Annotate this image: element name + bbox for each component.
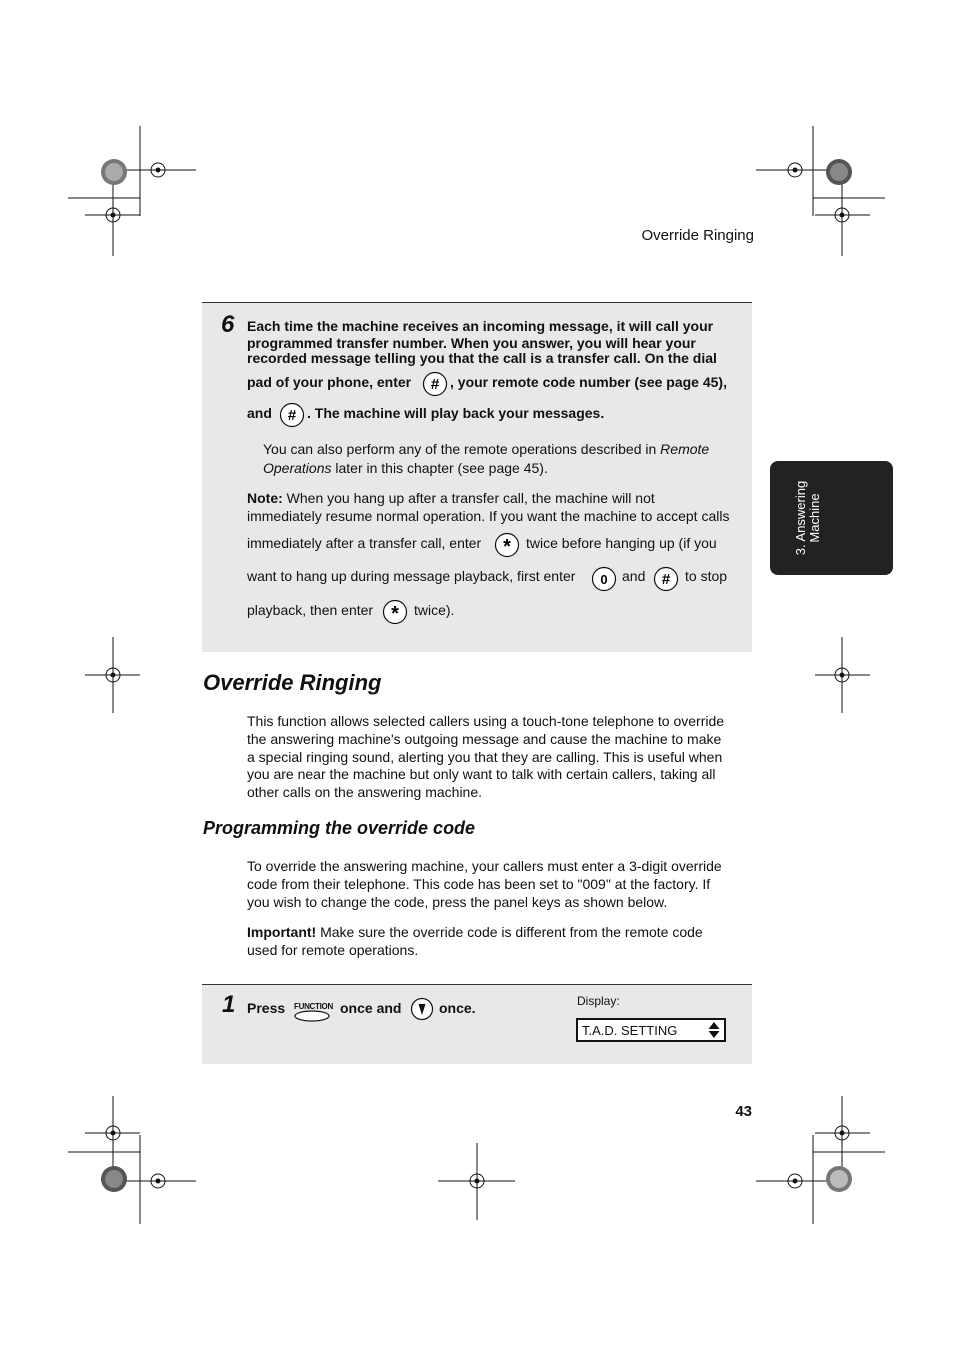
svg-text:#: # — [661, 571, 671, 588]
step-1-instruction: Press FUNCTION once and once. — [247, 996, 567, 1026]
transfer-note-line3: immediately after a transfer call, enter * twice before hanging up (if you — [247, 531, 747, 557]
hash-key-icon — [422, 371, 448, 397]
function-key-icon: FUNCTION — [293, 996, 331, 1024]
svg-text:*: * — [391, 603, 399, 625]
chapter-tab-label: 3. Answering Machine — [793, 480, 822, 556]
section-body: This function allows selected callers using a touch-tone telephone to override the answering machine's outgoing message and cause the machine to make a special ringing sound, alerting you that they are calling. This is useful when you are near the machine but only want to talk with certain callers, taking all other calls on the answering machine. — [247, 713, 725, 801]
transfer-note-line5: playback, then enter * twice). — [247, 598, 747, 624]
important-note: Important! Make sure the override code is different from the remote code used for remote operations. — [247, 924, 703, 958]
display-value: T.A.D. SETTING — [582, 1023, 678, 1038]
step-number: 1 — [222, 991, 236, 1018]
up-down-arrows-icon — [707, 1021, 721, 1039]
page-number: 43 — [735, 1103, 752, 1120]
chapter-tab — [770, 461, 893, 575]
svg-text:*: * — [503, 536, 511, 558]
running-header: Override Ringing — [641, 227, 754, 244]
step-number: 6 — [221, 311, 235, 338]
star-key-icon — [382, 599, 408, 625]
transfer-note-line4: want to hang up during message playback, first enter 0 and # to stop — [247, 565, 747, 591]
step-6-instruction: Each time the machine receives an incoming message, it will call your programmed transfer number. When you answer, you will hear your recorded message telling you that the call is a transfer call. On the dial — [247, 318, 717, 366]
step-6-instruction-line5: and # . The machine will play back your messages. — [247, 401, 747, 427]
step-6-instruction-line4: pad of your phone, enter # , your remote code number (see page 45), — [247, 371, 747, 397]
remote-operations-note: You can also perform any of the remote operations described in Remote Operations later in this chapter (see page 45). — [263, 441, 710, 476]
transfer-note: Note: When you hang up after a transfer call, the machine will not immediately resume normal operation. If you want the machine to accept calls — [247, 490, 730, 524]
svg-text:#: # — [287, 407, 297, 424]
subsection-body: To override the answering machine, your callers must enter a 3-digit override code from their telephone. This code has been set to "009" at the factory. If you wish to change the code, press the panel keys as shown below. — [247, 858, 722, 910]
down-arrow-key-icon — [410, 997, 434, 1026]
lcd-display — [576, 1018, 726, 1042]
display-label: Display: — [577, 994, 620, 1008]
zero-key-icon — [591, 566, 617, 592]
svg-text:0: 0 — [600, 572, 608, 587]
hash-key-icon — [279, 402, 305, 428]
hash-key-icon — [653, 566, 679, 592]
svg-text:#: # — [430, 376, 440, 393]
section-title: Override Ringing — [203, 670, 382, 695]
subsection-title: Programming the override code — [203, 818, 476, 838]
star-key-icon — [494, 532, 520, 558]
